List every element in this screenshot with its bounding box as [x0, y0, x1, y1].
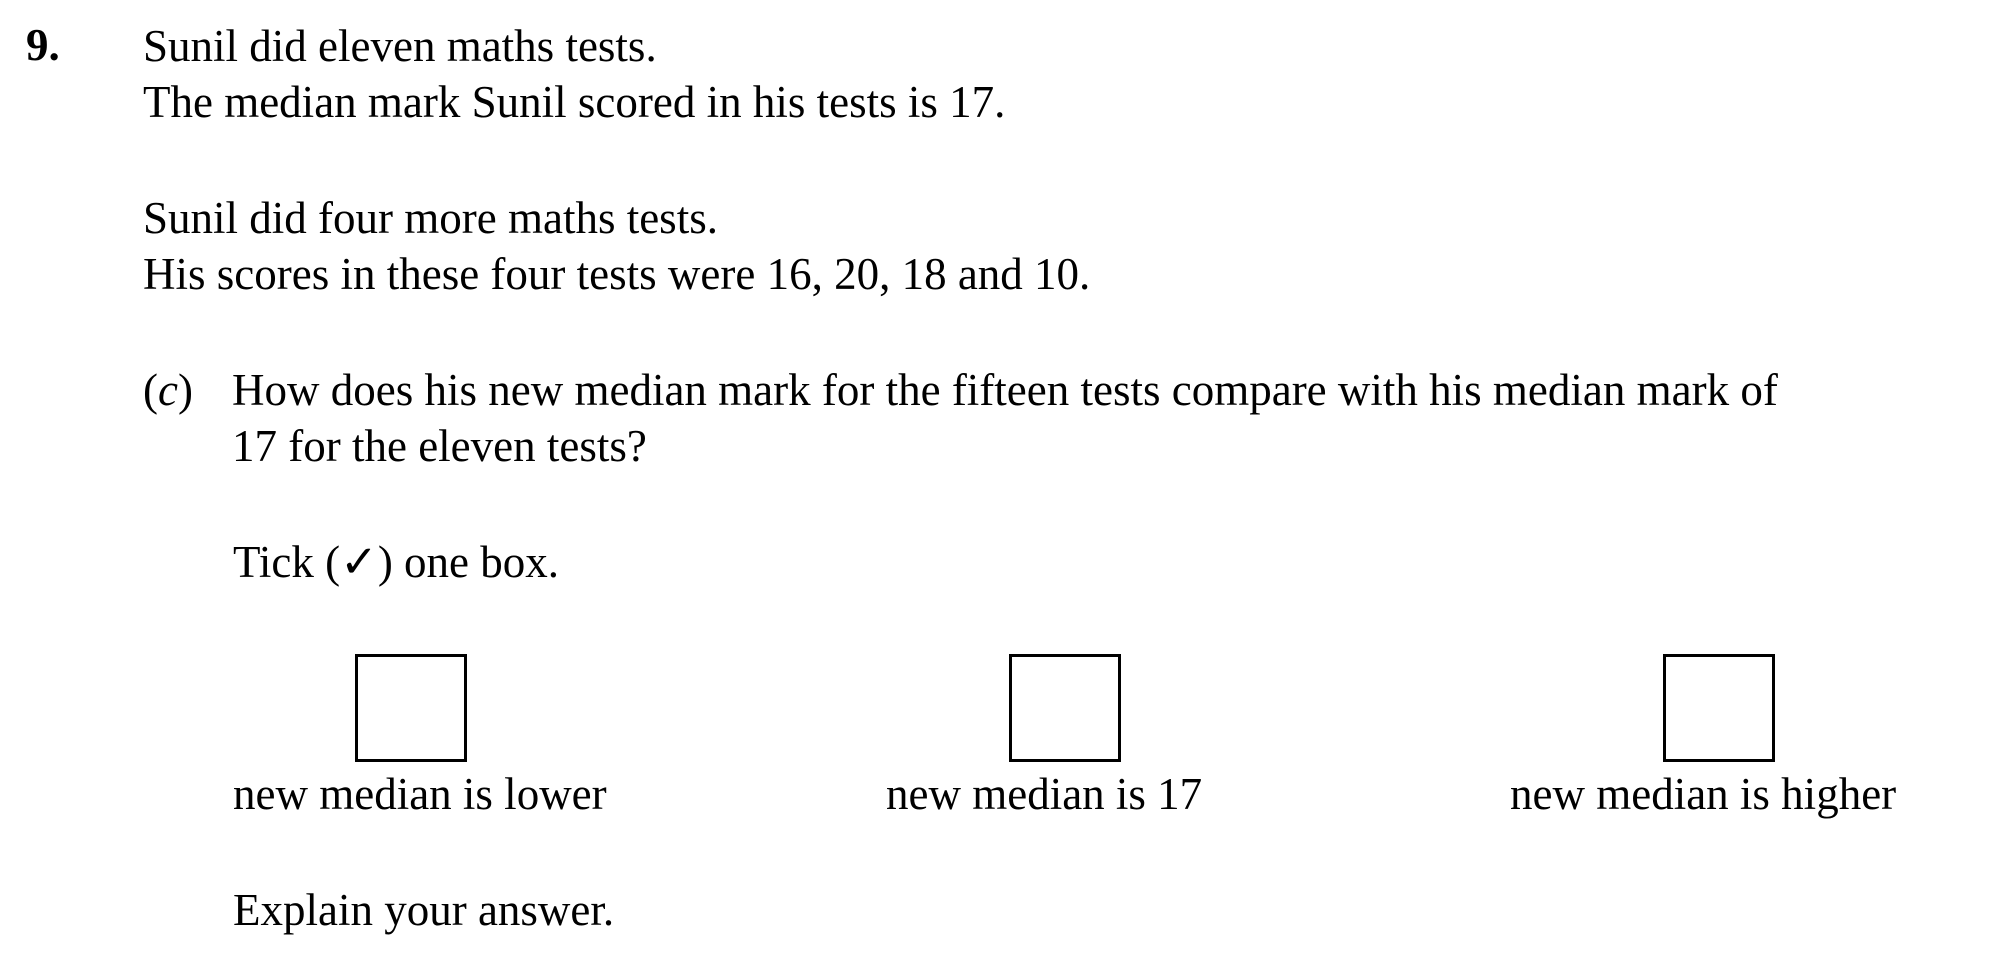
intro-line-2: The median mark Sunil scored in his tests is 17. [143, 77, 1006, 127]
option-label-higher: new median is higher [1510, 769, 1897, 819]
part-text-line-2: 17 for the eleven tests? [232, 421, 647, 471]
question-number: 9. [26, 20, 60, 70]
question-intro [143, 18, 1090, 302]
explain-prompt: Explain your answer. [233, 885, 615, 935]
intro-line-1: Sunil did eleven maths tests. [143, 21, 657, 71]
option-label-same: new median is 17 [886, 769, 1203, 819]
part-question-text [232, 362, 1972, 474]
tick-box-lower[interactable] [355, 654, 467, 762]
tick-box-same[interactable] [1009, 654, 1121, 762]
part-label-close: ) [177, 365, 193, 415]
part-label-letter: c [158, 365, 178, 415]
intro-line-3: Sunil did four more maths tests. [143, 193, 718, 243]
intro-line-4: His scores in these four tests were 16, 20, 18 and 10. [143, 249, 1091, 299]
tick-instruction: Tick (✓) one box. [233, 537, 560, 587]
part-text-line-1: How does his new median mark for the fifteen tests compare with his median mark of [232, 365, 1778, 415]
paragraph-gap [143, 130, 1090, 190]
part-label [143, 362, 193, 418]
part-label-open: ( [143, 365, 158, 415]
tick-box-higher[interactable] [1663, 654, 1775, 762]
option-label-lower: new median is lower [233, 769, 607, 819]
